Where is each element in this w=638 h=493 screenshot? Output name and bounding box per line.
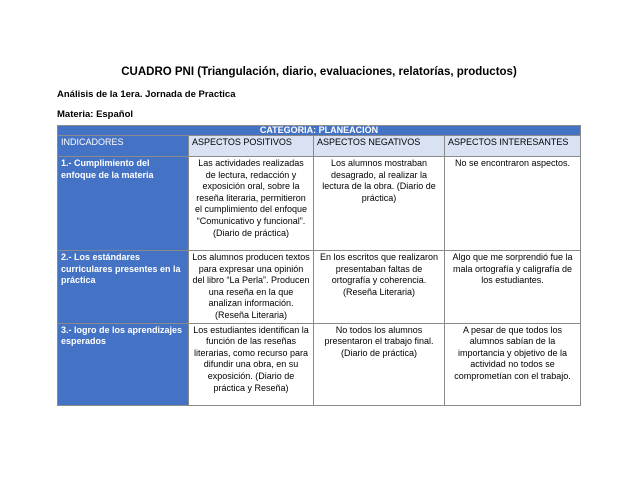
header-indicators: INDICADORES [58,136,189,157]
header-positive: ASPECTOS POSITIVOS [189,136,314,157]
document-subtitle: Análisis de la 1era. Jornada de Practica [57,89,236,100]
document-title: CUADRO PNI (Triangulación, diario, evaluaciones, relatorías, productos) [121,66,517,78]
category-header: CATEGORIA: PLANEACIÓN [58,126,581,136]
positive-cell: Los estudiantes identifican la función de las reseñas literarias, como recurso para difundir una obra, en su exposición. (Diario de práctica y Reseña) [189,323,314,405]
interesting-cell: No se encontraron aspectos. [445,157,581,251]
interesting-cell: Algo que me sorprendió fue la mala ortografía y caligrafía de los estudiantes. [445,251,581,324]
pni-table [57,125,581,406]
indicator-cell: 2.- Los estándares curriculares presentes en la práctica [58,251,189,324]
negative-cell: No todos los alumnos presentaron el trabajo final. (Diario de práctica) [314,323,445,405]
table-row [58,157,581,251]
indicator-cell: 3.- logro de los aprendizajes esperados [58,323,189,405]
positive-cell: Las actividades realizadas de lectura, redacción y exposición oral, sobre la reseña literaria, permitieron el cumplimiento del enfoque “Comunicativo y funcional”. (Diario de práctica) [189,157,314,251]
negative-cell: Los alumnos mostraban desagrado, al realizar la lectura de la obra. (Diario de práctica) [314,157,445,251]
header-negative: ASPECTOS NEGATIVOS [314,136,445,157]
interesting-cell: A pesar de que todos los alumnos sabían de la importancia y objetivo de la actividad no todos se comprometían con el trabajo. [445,323,581,405]
positive-cell: Los alumnos producen textos para expresar una opinión del libro “La Perla”. Producen una reseña en la que analizan información. (Reseña Literaria) [189,251,314,324]
subject-label: Materia: Español [57,109,134,120]
table-row [58,323,581,405]
negative-cell: En los escritos que realizaron presentaban faltas de ortografía y coherencia. (Reseña Literaria) [314,251,445,324]
header-interesting: ASPECTOS INTERESANTES [445,136,581,157]
table-row [58,251,581,324]
indicator-cell: 1.- Cumplimiento del enfoque de la materia [58,157,189,251]
